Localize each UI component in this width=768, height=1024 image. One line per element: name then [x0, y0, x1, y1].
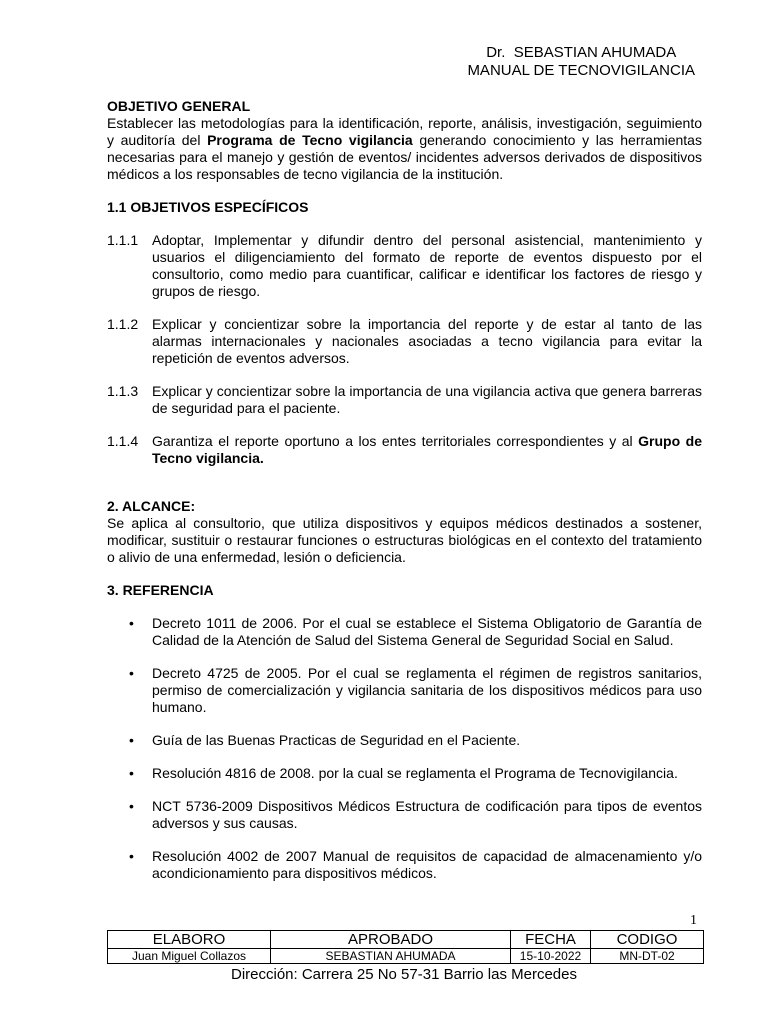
item-text: Garantiza el reporte oportuno a los entes territoriales correspondientes y al Grupo de Tecno vigilancia.: [152, 433, 702, 466]
referencia-text: Resolución 4002 de 2007 Manual de requisitos de capacidad de almacenamiento y/o acondicionamiento para dispositivos médicos.: [152, 848, 702, 881]
item-number: 1.1.1: [107, 232, 139, 248]
footer-header-aprobado: APROBADO: [271, 931, 511, 949]
footer-header-elaboro: ELABORO: [108, 931, 271, 949]
referencia-text: Guía de las Buenas Practicas de Seguridad en el Paciente.: [152, 732, 521, 748]
referencia-item: [107, 798, 702, 832]
grupo-bold: Grupo de Tecno vigilancia.: [152, 433, 702, 466]
footer-value-codigo: MN-DT-02: [591, 949, 704, 964]
footer-address: Dirección: Carrera 25 No 57-31 Barrio las Mercedes: [231, 966, 577, 983]
bullet: •: [129, 848, 134, 864]
especificos-heading: 1.1 OBJETIVOS ESPECÍFICOS: [107, 199, 309, 215]
item-text: Explicar y concientizar sobre la importancia del reporte y de estar al tanto de las alarmas internacionales y nacionales asociadas a tecno vigilancia para evitar la repetición de eventos adversos.: [152, 316, 702, 366]
alcance-heading: 2. ALCANCE:: [107, 498, 196, 514]
especifico-item: [107, 433, 702, 467]
footer-header-codigo: CODIGO: [591, 931, 704, 949]
footer-header-row: [108, 931, 704, 949]
objetivo-text: Establecer las metodologías para la identificación, reporte, análisis, investigación, seguimiento y auditoría del Programa de Tecno vigilancia generando conocimiento y las herramientas necesarias para el manejo y gestión de eventos/ incidentes adversos derivados de dispositivos médicos a los responsables de tecno vigilancia de la institución.: [107, 115, 702, 182]
bullet: •: [129, 665, 134, 681]
footer-value-aprobado: SEBASTIAN AHUMADA: [271, 949, 511, 964]
referencia-text: Decreto 1011 de 2006. Por el cual se establece el Sistema Obligatorio de Garantía de Calidad de la Atención de Salud del Sistema General de Seguridad Social en Salud.: [152, 615, 702, 648]
document-body: [107, 98, 702, 882]
footer-header-fecha: FECHA: [511, 931, 591, 949]
referencia-text: Decreto 4725 de 2005. Por el cual se reglamenta el régimen de registros sanitarios, permiso de comercialización y vigilancia sanitaria de los dispositivos médicos para uso humano.: [152, 665, 702, 715]
footer-value-fecha: 15-10-2022: [511, 949, 591, 964]
bullet: •: [129, 798, 134, 814]
footer-value-elaboro: Juan Miguel Collazos: [108, 949, 271, 964]
item-number: 1.1.4: [107, 433, 139, 449]
bullet: •: [129, 765, 134, 781]
especifico-item: [107, 232, 702, 300]
alcance-text: Se aplica al consultorio, que utiliza dispositivos y equipos médicos destinados a sostener, modificar, sustituir o restaurar funciones o estructuras biológicas en el contexto del tratamiento o alivio de una enfermedad, lesión o deficiencia.: [107, 515, 702, 565]
item-number: 1.1.3: [107, 383, 139, 399]
header-author: Dr. SEBASTIAN AHUMADA: [486, 44, 677, 61]
bullet: •: [129, 615, 134, 631]
document-header: [467, 44, 695, 80]
especifico-item: [107, 383, 702, 417]
item-number: 1.1.2: [107, 316, 139, 332]
item-text: Explicar y concientizar sobre la importancia de una vigilancia activa que genera barreras de seguridad para el paciente.: [152, 383, 702, 416]
header-title: MANUAL DE TECNOVIGILANCIA: [467, 62, 695, 79]
referencia-item: [107, 848, 702, 882]
referencia-item: [107, 765, 702, 782]
footer-table: [107, 930, 704, 964]
referencia-item: [107, 615, 702, 649]
item-text: Adoptar, Implementar y difundir dentro del personal asistencial, mantenimiento y usuarios el diligenciamiento del formato de reporte de eventos dispuesto por el consultorio, como medio para cuantificar, calificar e identificar los factores de riesgo y grupos de riesgo.: [152, 232, 702, 299]
especifico-item: [107, 316, 702, 367]
referencia-item: [107, 665, 702, 716]
bullet: •: [129, 732, 134, 748]
footer-value-row: [108, 949, 704, 964]
objetivo-heading: OBJETIVO GENERAL: [107, 98, 251, 114]
referencia-item: [107, 732, 702, 749]
referencia-text: NCT 5736-2009 Dispositivos Médicos Estructura de codificación para tipos de eventos adversos y sus causas.: [152, 798, 702, 831]
referencia-text: Resolución 4816 de 2008. por la cual se reglamenta el Programa de Tecnovigilancia.: [152, 765, 678, 781]
page-number: 1: [690, 913, 697, 928]
programa-bold: Programa de Tecno vigilancia: [207, 132, 413, 148]
referencia-heading: 3. REFERENCIA: [107, 582, 214, 598]
